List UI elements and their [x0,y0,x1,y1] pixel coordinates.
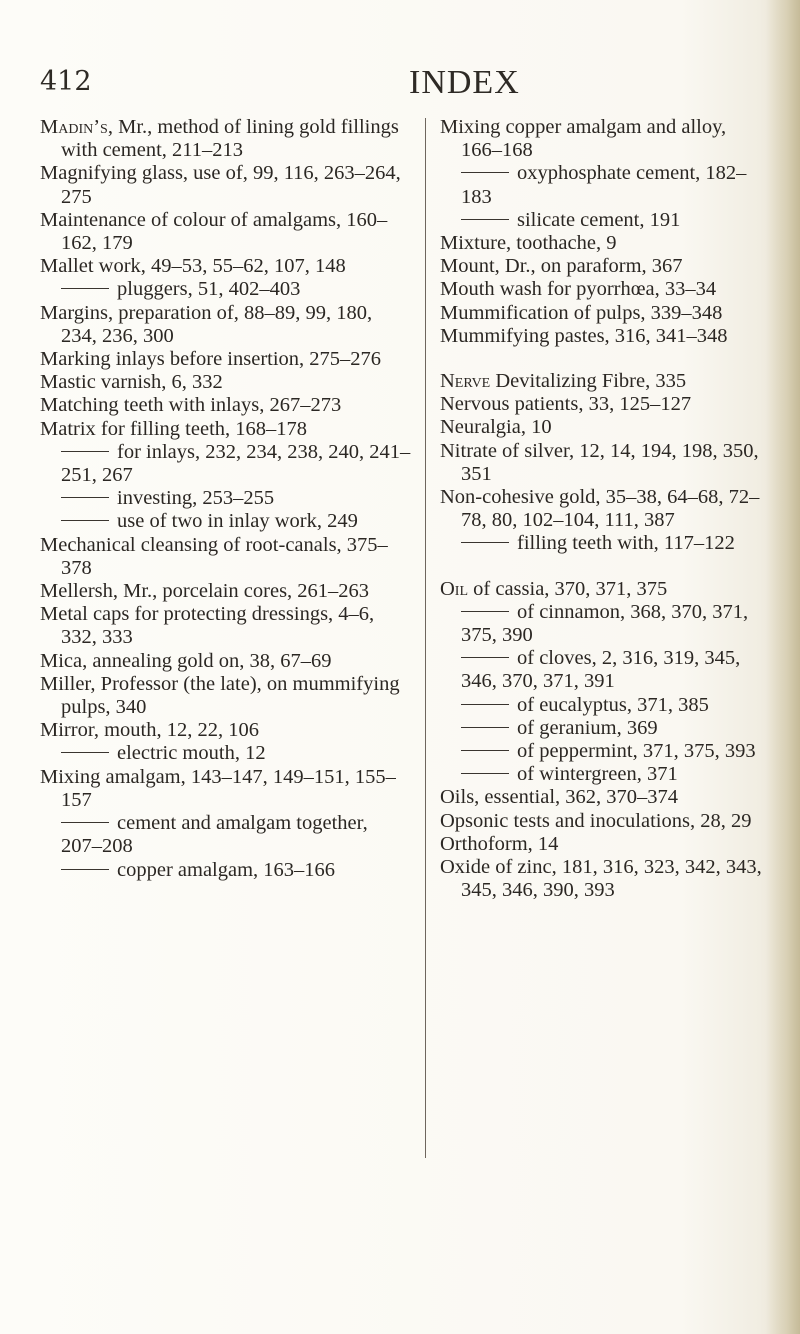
index-entry [440,393,770,416]
index-entry [40,116,412,162]
index-entry [40,673,412,719]
index-entry [40,580,412,603]
index-entry-text: copper amalgam, 163–166 [117,858,336,881]
index-entry-text: of wintergreen, 371 [517,763,678,786]
index-entry-text: Mummifying pastes, 316, 341–348 [440,324,728,347]
index-entry-text: Metal caps for protecting dressings, 4–6, 332, 333 [40,603,375,649]
index-entry-lead: Oil [440,577,469,600]
index-entry [440,440,770,486]
index-entry-text: pluggers, 51, 402–403 [117,278,301,301]
index-entry-text: Mixing amalgam, 143–147, 149–151, 155–157 [40,765,396,811]
index-subentry [440,694,770,717]
index-subentry [440,740,770,763]
index-entry-lead: Nerve [440,370,491,393]
index-entry [40,302,412,348]
index-entry-text: for inlays, 232, 234, 238, 240, 241–251, 267 [61,440,411,487]
index-entry [440,578,770,601]
index-entry [440,370,770,393]
index-subentry [40,278,412,301]
page-number: 412 [40,66,92,97]
column-divider [425,118,426,1158]
index-entry-text: Mechanical cleansing of root-canals, 375–378 [40,533,388,579]
index-entry-text: of peppermint, 371, 375, 393 [517,740,756,763]
index-entry-text: Mellersh, Mr., porcelain cores, 261–263 [40,580,370,603]
index-subentry [40,742,412,765]
index-entry-text: of cinnamon, 368, 370, 371, 375, 390 [461,600,749,647]
index-subentry [440,717,770,740]
index-entry-text: Mouth wash for pyorrhœa, 33–34 [440,278,717,301]
index-entry [440,833,770,856]
index-entry-text: Nervous patients, 33, 125–127 [440,393,692,416]
index-entry-text: Mixture, toothache, 9 [440,232,617,255]
index-entry-text: Magnifying glass, use of, 99, 116, 263–264, 275 [40,162,401,208]
index-entry [440,416,770,439]
index-entry-lead: Madin’s [40,116,108,138]
index-entry-text: filling teeth with, 117–122 [517,532,735,555]
index-subentry [40,510,412,533]
index-entry-text: Devitalizing Fibre, 335 [490,370,687,393]
index-entry [440,486,770,532]
index-entry [40,371,412,394]
index-entry [40,394,412,417]
index-subentry [40,812,412,858]
index-entry-text: Oxide of zinc, 181, 316, 323, 342, 343, 345, 346, 390, 393 [440,856,762,902]
letter-section-gap [440,348,770,370]
index-entry-text: Nitrate of silver, 12, 14, 194, 198, 350, 351 [440,439,759,485]
index-entry [40,348,412,371]
index-entry-text: use of two in inlay work, 249 [117,510,358,533]
index-subentry [440,763,770,786]
index-column-left [40,116,412,882]
index-entry [40,650,412,673]
index-entry [440,255,770,278]
index-entry-text: Marking inlays before insertion, 275–276 [40,348,382,371]
index-entry [40,255,412,278]
index-entry [440,116,770,162]
index-subentry [440,532,770,555]
index-entry-text: Mixing copper amalgam and alloy, 166–168 [440,116,727,162]
index-entry-text: Mount, Dr., on paraform, 367 [440,255,683,278]
index-subentry [40,487,412,510]
index-entry-text: electric mouth, 12 [117,742,266,765]
index-entry [40,766,412,812]
index-entry [40,534,412,580]
index-entry [440,278,770,301]
index-subentry [440,162,770,208]
index-entry-text: Opsonic tests and inoculations, 28, 29 [440,809,752,832]
index-entry [40,418,412,441]
index-entry-text: Mirror, mouth, 12, 22, 106 [40,719,259,742]
index-entry-text: cement and amalgam together, 207–208 [61,812,368,858]
index-entry-text: Matching teeth with inlays, 267–273 [40,394,342,417]
index-entry-text: Mummification of pulps, 339–348 [440,301,723,324]
index-subentry [440,601,770,647]
index-entry-text: Miller, Professor (the late), on mummifying pulps, 340 [40,672,400,719]
index-column-right [440,116,770,903]
index-subentry [440,209,770,232]
index-entry-text: Oils, essential, 362, 370–374 [440,786,679,809]
index-entry-text: investing, 253–255 [117,487,275,510]
index-entry-text: oxyphosphate cement, 182–183 [461,162,747,208]
index-entry-text: Matrix for filling teeth, 168–178 [40,417,308,440]
index-entry [440,232,770,255]
index-entry [40,209,412,255]
index-entry [440,856,770,902]
index-entry [440,810,770,833]
index-entry [440,325,770,348]
index-entry-text: Mica, annealing gold on, 38, 67–69 [40,649,332,672]
index-entry-text: Neuralgia, 10 [440,416,552,439]
index-entry-text: of cloves, 2, 316, 319, 345, 346, 370, 371, 391 [461,647,741,693]
index-entry-text: of cassia, 370, 371, 375 [468,577,668,600]
index-entry-text: silicate cement, 191 [517,208,681,231]
index-entry-text: of eucalyptus, 371, 385 [517,693,709,716]
letter-section-gap [440,556,770,578]
index-entry [440,786,770,809]
index-subentry [440,647,770,693]
index-subentry [40,859,412,882]
index-entry [40,719,412,742]
page-header [40,58,760,106]
index-entry-text: of geranium, 369 [517,716,658,739]
index-entry-text: Mastic varnish, 6, 332 [40,371,223,394]
index-entry-text: Margins, preparation of, 88–89, 99, 180, 234, 236, 300 [40,301,373,347]
index-entry [40,603,412,649]
index-entry-text: , Mr., method of lining gold fillings with cement, 211–213 [61,116,399,162]
running-title: INDEX [409,64,520,101]
index-entry [440,302,770,325]
index-entry-text: Orthoform, 14 [440,832,559,855]
index-subentry [40,441,412,487]
index-entry-text: Non-cohesive gold, 35–38, 64–68, 72–78, 80, 102–104, 111, 387 [440,486,760,532]
page-edge-shading [766,0,800,1334]
index-entry-text: Mallet work, 49–53, 55–62, 107, 148 [40,255,346,278]
index-entry-text: Maintenance of colour of amalgams, 160–162, 179 [40,208,388,255]
index-entry [40,162,412,208]
